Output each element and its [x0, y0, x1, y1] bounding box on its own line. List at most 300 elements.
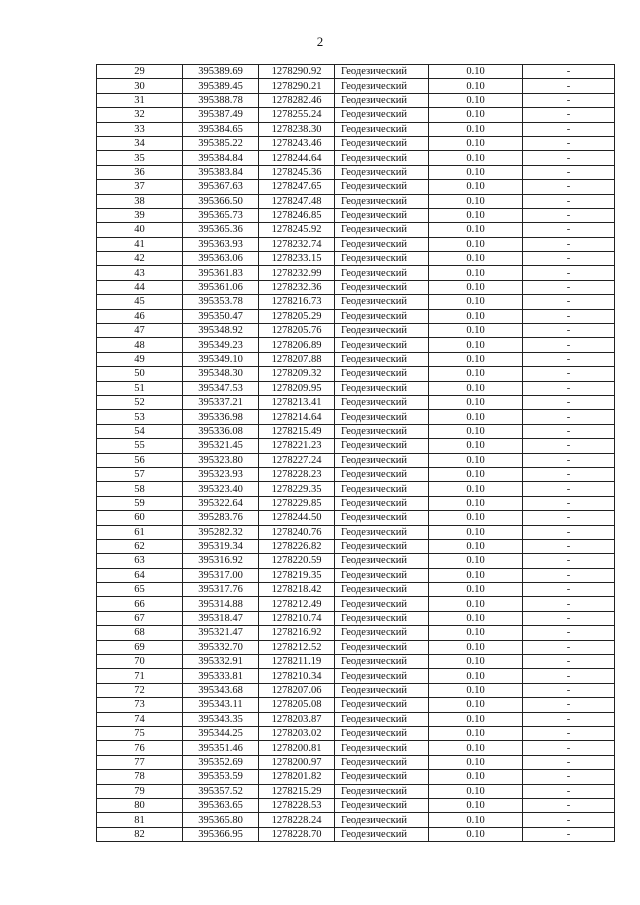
point-number-cell: 82 [97, 827, 183, 841]
method-cell: Геодезический [335, 180, 429, 194]
point-number-cell: 52 [97, 395, 183, 409]
point-number-cell: 60 [97, 511, 183, 525]
y-coordinate-cell: 1278218.42 [259, 583, 335, 597]
table-row [97, 770, 615, 784]
method-cell: Геодезический [335, 655, 429, 669]
description-cell: - [523, 482, 615, 496]
method-cell: Геодезический [335, 669, 429, 683]
method-cell: Геодезический [335, 395, 429, 409]
table-row [97, 583, 615, 597]
x-coordinate-cell: 395387.49 [183, 108, 259, 122]
table-row [97, 295, 615, 309]
accuracy-cell: 0.10 [429, 755, 523, 769]
accuracy-cell: 0.10 [429, 583, 523, 597]
y-coordinate-cell: 1278206.89 [259, 338, 335, 352]
accuracy-cell: 0.10 [429, 482, 523, 496]
table-row [97, 381, 615, 395]
table-row [97, 698, 615, 712]
x-coordinate-cell: 395282.32 [183, 525, 259, 539]
y-coordinate-cell: 1278219.35 [259, 568, 335, 582]
coordinates-table [96, 64, 615, 842]
method-cell: Геодезический [335, 208, 429, 222]
description-cell: - [523, 324, 615, 338]
x-coordinate-cell: 395316.92 [183, 554, 259, 568]
table-row [97, 410, 615, 424]
table-row [97, 655, 615, 669]
x-coordinate-cell: 395343.11 [183, 698, 259, 712]
y-coordinate-cell: 1278228.53 [259, 798, 335, 812]
y-coordinate-cell: 1278210.74 [259, 611, 335, 625]
description-cell: - [523, 395, 615, 409]
description-cell: - [523, 597, 615, 611]
y-coordinate-cell: 1278282.46 [259, 93, 335, 107]
y-coordinate-cell: 1278238.30 [259, 122, 335, 136]
description-cell: - [523, 770, 615, 784]
point-number-cell: 77 [97, 755, 183, 769]
description-cell: - [523, 496, 615, 510]
point-number-cell: 39 [97, 208, 183, 222]
description-cell: - [523, 266, 615, 280]
x-coordinate-cell: 395365.36 [183, 223, 259, 237]
point-number-cell: 32 [97, 108, 183, 122]
method-cell: Геодезический [335, 309, 429, 323]
accuracy-cell: 0.10 [429, 151, 523, 165]
table-row [97, 453, 615, 467]
description-cell: - [523, 511, 615, 525]
table-row [97, 554, 615, 568]
description-cell: - [523, 683, 615, 697]
table-row [97, 280, 615, 294]
point-number-cell: 33 [97, 122, 183, 136]
point-number-cell: 59 [97, 496, 183, 510]
point-number-cell: 73 [97, 698, 183, 712]
description-cell: - [523, 798, 615, 812]
point-number-cell: 66 [97, 597, 183, 611]
x-coordinate-cell: 395317.00 [183, 568, 259, 582]
point-number-cell: 80 [97, 798, 183, 812]
point-number-cell: 76 [97, 741, 183, 755]
y-coordinate-cell: 1278226.82 [259, 539, 335, 553]
point-number-cell: 62 [97, 539, 183, 553]
y-coordinate-cell: 1278232.74 [259, 237, 335, 251]
table-row [97, 568, 615, 582]
point-number-cell: 79 [97, 784, 183, 798]
accuracy-cell: 0.10 [429, 640, 523, 654]
accuracy-cell: 0.10 [429, 65, 523, 79]
accuracy-cell: 0.10 [429, 266, 523, 280]
y-coordinate-cell: 1278205.08 [259, 698, 335, 712]
description-cell: - [523, 669, 615, 683]
page-number: 2 [316, 34, 324, 49]
point-number-cell: 43 [97, 266, 183, 280]
point-number-cell: 78 [97, 770, 183, 784]
method-cell: Геодезический [335, 597, 429, 611]
method-cell: Геодезический [335, 122, 429, 136]
y-coordinate-cell: 1278207.88 [259, 352, 335, 366]
accuracy-cell: 0.10 [429, 136, 523, 150]
method-cell: Геодезический [335, 410, 429, 424]
table-row [97, 223, 615, 237]
description-cell: - [523, 208, 615, 222]
point-number-cell: 61 [97, 525, 183, 539]
x-coordinate-cell: 395353.78 [183, 295, 259, 309]
accuracy-cell: 0.10 [429, 827, 523, 841]
description-cell: - [523, 698, 615, 712]
table-row [97, 784, 615, 798]
method-cell: Геодезический [335, 79, 429, 93]
x-coordinate-cell: 395385.22 [183, 136, 259, 150]
accuracy-cell: 0.10 [429, 180, 523, 194]
x-coordinate-cell: 395384.84 [183, 151, 259, 165]
table-row [97, 741, 615, 755]
method-cell: Геодезический [335, 266, 429, 280]
method-cell: Геодезический [335, 525, 429, 539]
point-number-cell: 58 [97, 482, 183, 496]
x-coordinate-cell: 395347.53 [183, 381, 259, 395]
accuracy-cell: 0.10 [429, 439, 523, 453]
method-cell: Геодезический [335, 496, 429, 510]
description-cell: - [523, 367, 615, 381]
accuracy-cell: 0.10 [429, 165, 523, 179]
x-coordinate-cell: 395321.45 [183, 439, 259, 453]
method-cell: Геодезический [335, 65, 429, 79]
accuracy-cell: 0.10 [429, 122, 523, 136]
method-cell: Геодезический [335, 93, 429, 107]
method-cell: Геодезический [335, 827, 429, 841]
description-cell: - [523, 827, 615, 841]
description-cell: - [523, 741, 615, 755]
description-cell: - [523, 640, 615, 654]
description-cell: - [523, 280, 615, 294]
description-cell: - [523, 467, 615, 481]
accuracy-cell: 0.10 [429, 108, 523, 122]
description-cell: - [523, 453, 615, 467]
x-coordinate-cell: 395389.69 [183, 65, 259, 79]
method-cell: Геодезический [335, 252, 429, 266]
x-coordinate-cell: 395352.69 [183, 755, 259, 769]
accuracy-cell: 0.10 [429, 726, 523, 740]
x-coordinate-cell: 395336.98 [183, 410, 259, 424]
table-row [97, 611, 615, 625]
x-coordinate-cell: 395314.88 [183, 597, 259, 611]
point-number-cell: 54 [97, 424, 183, 438]
y-coordinate-cell: 1278214.64 [259, 410, 335, 424]
method-cell: Геодезический [335, 424, 429, 438]
y-coordinate-cell: 1278216.73 [259, 295, 335, 309]
accuracy-cell: 0.10 [429, 626, 523, 640]
accuracy-cell: 0.10 [429, 295, 523, 309]
method-cell: Геодезический [335, 136, 429, 150]
table-row [97, 324, 615, 338]
method-cell: Геодезический [335, 712, 429, 726]
point-number-cell: 44 [97, 280, 183, 294]
y-coordinate-cell: 1278245.36 [259, 165, 335, 179]
description-cell: - [523, 165, 615, 179]
accuracy-cell: 0.10 [429, 367, 523, 381]
table-row [97, 93, 615, 107]
table-row [97, 122, 615, 136]
description-cell: - [523, 381, 615, 395]
accuracy-cell: 0.10 [429, 770, 523, 784]
point-number-cell: 67 [97, 611, 183, 625]
table-row [97, 266, 615, 280]
method-cell: Геодезический [335, 482, 429, 496]
x-coordinate-cell: 395383.84 [183, 165, 259, 179]
table-row [97, 640, 615, 654]
y-coordinate-cell: 1278205.29 [259, 309, 335, 323]
description-cell: - [523, 554, 615, 568]
accuracy-cell: 0.10 [429, 669, 523, 683]
point-number-cell: 41 [97, 237, 183, 251]
accuracy-cell: 0.10 [429, 252, 523, 266]
x-coordinate-cell: 395317.76 [183, 583, 259, 597]
x-coordinate-cell: 395332.70 [183, 640, 259, 654]
accuracy-cell: 0.10 [429, 309, 523, 323]
accuracy-cell: 0.10 [429, 741, 523, 755]
x-coordinate-cell: 395367.63 [183, 180, 259, 194]
table-row [97, 252, 615, 266]
table-row [97, 827, 615, 841]
table-row [97, 755, 615, 769]
y-coordinate-cell: 1278216.92 [259, 626, 335, 640]
method-cell: Геодезический [335, 784, 429, 798]
point-number-cell: 70 [97, 655, 183, 669]
x-coordinate-cell: 395343.35 [183, 712, 259, 726]
point-number-cell: 46 [97, 309, 183, 323]
y-coordinate-cell: 1278212.52 [259, 640, 335, 654]
accuracy-cell: 0.10 [429, 424, 523, 438]
accuracy-cell: 0.10 [429, 554, 523, 568]
description-cell: - [523, 525, 615, 539]
method-cell: Геодезический [335, 453, 429, 467]
y-coordinate-cell: 1278247.48 [259, 194, 335, 208]
table-row [97, 237, 615, 251]
x-coordinate-cell: 395344.25 [183, 726, 259, 740]
accuracy-cell: 0.10 [429, 194, 523, 208]
point-number-cell: 45 [97, 295, 183, 309]
point-number-cell: 57 [97, 467, 183, 481]
accuracy-cell: 0.10 [429, 324, 523, 338]
y-coordinate-cell: 1278244.50 [259, 511, 335, 525]
description-cell: - [523, 539, 615, 553]
accuracy-cell: 0.10 [429, 798, 523, 812]
y-coordinate-cell: 1278200.97 [259, 755, 335, 769]
x-coordinate-cell: 395318.47 [183, 611, 259, 625]
point-number-cell: 42 [97, 252, 183, 266]
x-coordinate-cell: 395323.40 [183, 482, 259, 496]
method-cell: Геодезический [335, 554, 429, 568]
y-coordinate-cell: 1278232.99 [259, 266, 335, 280]
x-coordinate-cell: 395333.81 [183, 669, 259, 683]
x-coordinate-cell: 395283.76 [183, 511, 259, 525]
y-coordinate-cell: 1278229.85 [259, 496, 335, 510]
x-coordinate-cell: 395323.93 [183, 467, 259, 481]
description-cell: - [523, 726, 615, 740]
x-coordinate-cell: 395363.93 [183, 237, 259, 251]
description-cell: - [523, 295, 615, 309]
description-cell: - [523, 410, 615, 424]
point-number-cell: 51 [97, 381, 183, 395]
table-row [97, 525, 615, 539]
point-number-cell: 40 [97, 223, 183, 237]
x-coordinate-cell: 395366.50 [183, 194, 259, 208]
description-cell: - [523, 180, 615, 194]
description-cell: - [523, 626, 615, 640]
description-cell: - [523, 237, 615, 251]
y-coordinate-cell: 1278290.92 [259, 65, 335, 79]
point-number-cell: 53 [97, 410, 183, 424]
table-row [97, 165, 615, 179]
table-row [97, 467, 615, 481]
table-row [97, 626, 615, 640]
point-number-cell: 36 [97, 165, 183, 179]
table-row [97, 338, 615, 352]
y-coordinate-cell: 1278215.49 [259, 424, 335, 438]
point-number-cell: 30 [97, 79, 183, 93]
description-cell: - [523, 151, 615, 165]
table-row [97, 208, 615, 222]
x-coordinate-cell: 395365.73 [183, 208, 259, 222]
accuracy-cell: 0.10 [429, 683, 523, 697]
point-number-cell: 35 [97, 151, 183, 165]
accuracy-cell: 0.10 [429, 784, 523, 798]
description-cell: - [523, 65, 615, 79]
table-row [97, 395, 615, 409]
table-row [97, 180, 615, 194]
y-coordinate-cell: 1278221.23 [259, 439, 335, 453]
point-number-cell: 75 [97, 726, 183, 740]
description-cell: - [523, 424, 615, 438]
y-coordinate-cell: 1278229.35 [259, 482, 335, 496]
method-cell: Геодезический [335, 798, 429, 812]
accuracy-cell: 0.10 [429, 280, 523, 294]
x-coordinate-cell: 395319.34 [183, 539, 259, 553]
x-coordinate-cell: 395384.65 [183, 122, 259, 136]
y-coordinate-cell: 1278247.65 [259, 180, 335, 194]
accuracy-cell: 0.10 [429, 338, 523, 352]
description-cell: - [523, 712, 615, 726]
method-cell: Геодезический [335, 539, 429, 553]
accuracy-cell: 0.10 [429, 539, 523, 553]
description-cell: - [523, 352, 615, 366]
y-coordinate-cell: 1278227.24 [259, 453, 335, 467]
method-cell: Геодезический [335, 439, 429, 453]
y-coordinate-cell: 1278232.36 [259, 280, 335, 294]
point-number-cell: 34 [97, 136, 183, 150]
accuracy-cell: 0.10 [429, 223, 523, 237]
y-coordinate-cell: 1278228.24 [259, 813, 335, 827]
y-coordinate-cell: 1278240.76 [259, 525, 335, 539]
point-number-cell: 81 [97, 813, 183, 827]
table-row [97, 309, 615, 323]
point-number-cell: 49 [97, 352, 183, 366]
y-coordinate-cell: 1278205.76 [259, 324, 335, 338]
description-cell: - [523, 611, 615, 625]
method-cell: Геодезический [335, 770, 429, 784]
description-cell: - [523, 93, 615, 107]
description-cell: - [523, 136, 615, 150]
x-coordinate-cell: 395321.47 [183, 626, 259, 640]
x-coordinate-cell: 395351.46 [183, 741, 259, 755]
y-coordinate-cell: 1278246.85 [259, 208, 335, 222]
y-coordinate-cell: 1278212.49 [259, 597, 335, 611]
x-coordinate-cell: 395365.80 [183, 813, 259, 827]
method-cell: Геодезический [335, 640, 429, 654]
method-cell: Геодезический [335, 683, 429, 697]
description-cell: - [523, 655, 615, 669]
point-number-cell: 31 [97, 93, 183, 107]
y-coordinate-cell: 1278201.82 [259, 770, 335, 784]
x-coordinate-cell: 395343.68 [183, 683, 259, 697]
table-row [97, 108, 615, 122]
accuracy-cell: 0.10 [429, 467, 523, 481]
table-row [97, 136, 615, 150]
method-cell: Геодезический [335, 237, 429, 251]
method-cell: Геодезический [335, 338, 429, 352]
table-row [97, 597, 615, 611]
y-coordinate-cell: 1278290.21 [259, 79, 335, 93]
point-number-cell: 37 [97, 180, 183, 194]
y-coordinate-cell: 1278244.64 [259, 151, 335, 165]
method-cell: Геодезический [335, 324, 429, 338]
x-coordinate-cell: 395388.78 [183, 93, 259, 107]
accuracy-cell: 0.10 [429, 525, 523, 539]
description-cell: - [523, 194, 615, 208]
y-coordinate-cell: 1278200.81 [259, 741, 335, 755]
accuracy-cell: 0.10 [429, 395, 523, 409]
x-coordinate-cell: 395336.08 [183, 424, 259, 438]
table-row [97, 726, 615, 740]
x-coordinate-cell: 395350.47 [183, 309, 259, 323]
point-number-cell: 72 [97, 683, 183, 697]
x-coordinate-cell: 395349.23 [183, 338, 259, 352]
y-coordinate-cell: 1278210.34 [259, 669, 335, 683]
y-coordinate-cell: 1278233.15 [259, 252, 335, 266]
y-coordinate-cell: 1278243.46 [259, 136, 335, 150]
x-coordinate-cell: 395363.06 [183, 252, 259, 266]
x-coordinate-cell: 395332.91 [183, 655, 259, 669]
y-coordinate-cell: 1278220.59 [259, 554, 335, 568]
table-row [97, 798, 615, 812]
accuracy-cell: 0.10 [429, 655, 523, 669]
method-cell: Геодезический [335, 626, 429, 640]
table-row [97, 683, 615, 697]
x-coordinate-cell: 395337.21 [183, 395, 259, 409]
accuracy-cell: 0.10 [429, 237, 523, 251]
accuracy-cell: 0.10 [429, 93, 523, 107]
x-coordinate-cell: 395389.45 [183, 79, 259, 93]
x-coordinate-cell: 395363.65 [183, 798, 259, 812]
coordinates-table-body [97, 65, 615, 842]
y-coordinate-cell: 1278215.29 [259, 784, 335, 798]
method-cell: Геодезический [335, 280, 429, 294]
accuracy-cell: 0.10 [429, 79, 523, 93]
method-cell: Геодезический [335, 611, 429, 625]
table-row [97, 669, 615, 683]
method-cell: Геодезический [335, 352, 429, 366]
table-row [97, 352, 615, 366]
table-row [97, 79, 615, 93]
accuracy-cell: 0.10 [429, 496, 523, 510]
method-cell: Геодезический [335, 108, 429, 122]
point-number-cell: 38 [97, 194, 183, 208]
point-number-cell: 74 [97, 712, 183, 726]
point-number-cell: 55 [97, 439, 183, 453]
x-coordinate-cell: 395322.64 [183, 496, 259, 510]
method-cell: Геодезический [335, 165, 429, 179]
table-row [97, 496, 615, 510]
table-row [97, 813, 615, 827]
